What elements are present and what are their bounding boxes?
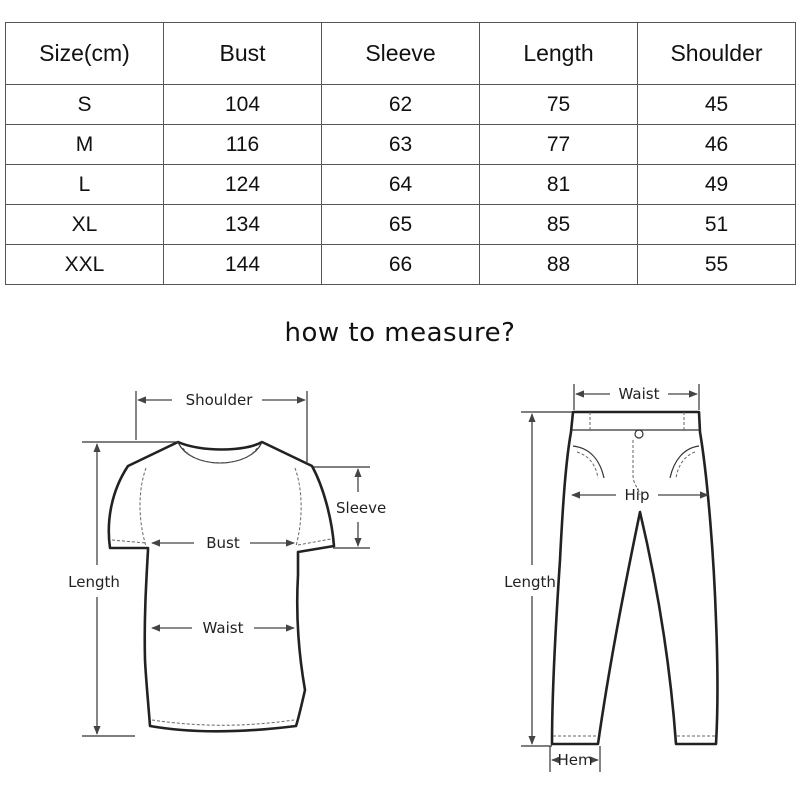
tshirt-illustration <box>68 391 386 736</box>
cell-sleeve: 64 <box>322 165 480 205</box>
tshirt-right-cuff-stitch <box>298 539 331 545</box>
cell-sleeve: 63 <box>322 125 480 165</box>
cell-sleeve: 66 <box>322 245 480 285</box>
header-bust: Bust <box>164 23 322 85</box>
cell-shoulder: 55 <box>638 245 796 285</box>
cell-sleeve: 65 <box>322 205 480 245</box>
cell-length: 88 <box>480 245 638 285</box>
bust-label: Bust <box>206 534 240 552</box>
length-label: Length <box>68 573 120 591</box>
header-size: Size(cm) <box>6 23 164 85</box>
cell-length: 85 <box>480 205 638 245</box>
pants-hip-label: Hip <box>624 486 650 504</box>
shoulder-label: Shoulder <box>185 391 253 409</box>
cell-bust: 134 <box>164 205 322 245</box>
pants-outline <box>552 412 718 744</box>
cell-bust: 124 <box>164 165 322 205</box>
tshirt-outline <box>109 442 334 731</box>
pants-illustration <box>504 384 717 772</box>
cell-size: XXL <box>6 245 164 285</box>
cell-size: L <box>6 165 164 205</box>
pants-left-pocket <box>573 446 604 478</box>
tshirt-hem-stitch <box>152 720 294 725</box>
cell-shoulder: 51 <box>638 205 796 245</box>
tshirt-left-cuff-stitch <box>112 540 146 543</box>
tshirt-right-sleeve-seam <box>295 468 301 546</box>
tshirt-left-sleeve-seam <box>140 468 146 546</box>
cell-shoulder: 45 <box>638 85 796 125</box>
pants-button-icon <box>635 430 643 438</box>
cell-length: 77 <box>480 125 638 165</box>
header-shoulder: Shoulder <box>638 23 796 85</box>
cell-bust: 116 <box>164 125 322 165</box>
pants-left-pocket-stitch <box>577 452 598 478</box>
how-to-measure-title: how to measure? <box>284 318 516 348</box>
cell-size: XL <box>6 205 164 245</box>
cell-length: 75 <box>480 85 638 125</box>
cell-sleeve: 62 <box>322 85 480 125</box>
pants-right-pocket <box>670 446 699 478</box>
header-sleeve: Sleeve <box>322 23 480 85</box>
pants-hem-label: Hem <box>557 751 593 769</box>
waist-label: Waist <box>202 619 244 637</box>
cell-length: 81 <box>480 165 638 205</box>
header-length: Length <box>480 23 638 85</box>
cell-size: M <box>6 125 164 165</box>
sleeve-label: Sleeve <box>336 499 387 517</box>
cell-shoulder: 49 <box>638 165 796 205</box>
pants-waist-label: Waist <box>618 385 660 403</box>
cell-bust: 144 <box>164 245 322 285</box>
pants-length-label: Length <box>504 573 556 591</box>
cell-shoulder: 46 <box>638 125 796 165</box>
cell-bust: 104 <box>164 85 322 125</box>
cell-size: S <box>6 85 164 125</box>
pants-right-pocket-stitch <box>676 452 695 478</box>
